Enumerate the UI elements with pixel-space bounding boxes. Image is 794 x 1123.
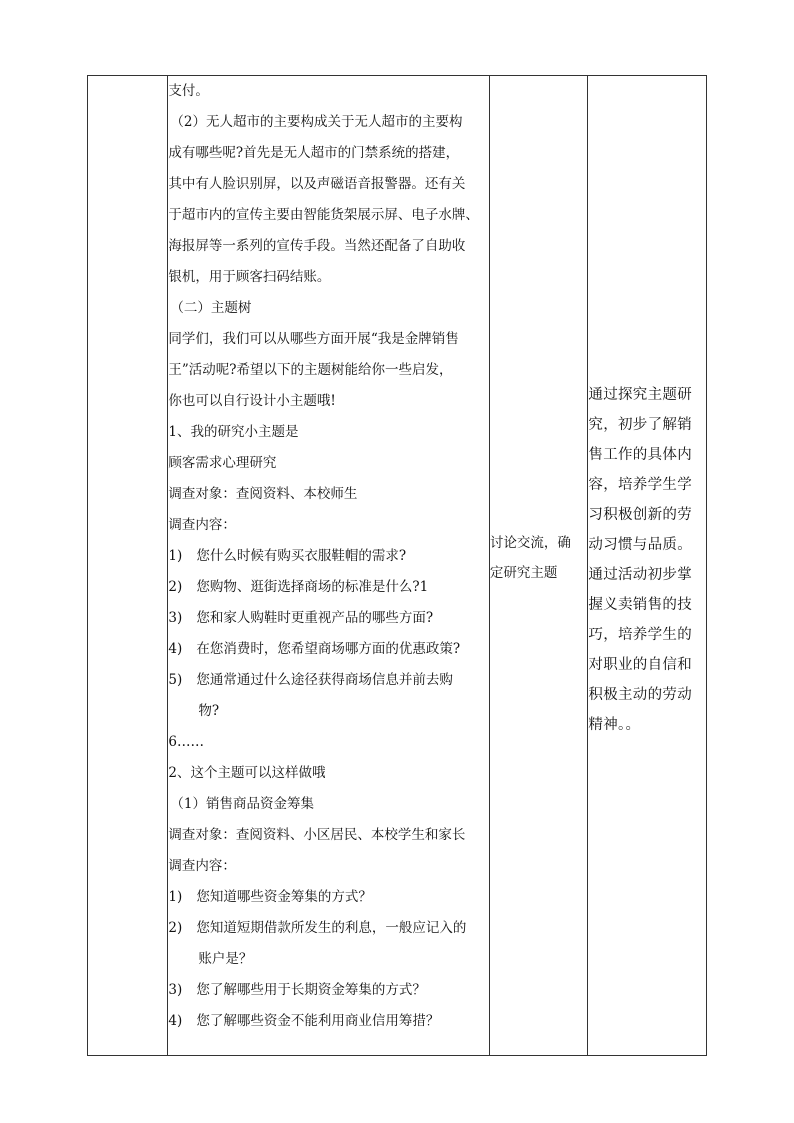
content-line (168, 975, 489, 1006)
intent-line: 对职业的自信和 (588, 656, 692, 673)
intent-line: 通过探究主题研 (588, 386, 692, 403)
content-line (168, 541, 489, 572)
content-line (168, 572, 489, 603)
content-line: 你也可以自行设计小主题哦! (168, 393, 336, 409)
student-activity-text (490, 528, 587, 588)
content-line (168, 603, 489, 634)
intent-line: 习积极创新的劳 (588, 506, 692, 523)
intent-line: 精神。。 (588, 716, 641, 733)
list-number: 3) (168, 610, 183, 626)
teaching-content-cell (168, 76, 490, 1056)
intent-line: 积极主动的劳动 (588, 686, 692, 703)
content-line: 海报屏等一系列的宣传手段。当然还配备了自助收 (168, 238, 466, 254)
content-line (168, 1006, 489, 1037)
content-line: 调查内容： (168, 517, 236, 533)
list-number: 1) (168, 889, 183, 905)
list-number: 1) (168, 548, 183, 564)
list-item-text: 您了解哪些用于长期资金筹集的方式？ (196, 982, 426, 998)
list-number: 2) (168, 579, 183, 595)
design-intent-cell (588, 76, 707, 1056)
intent-line: 通过活动初步掌 (588, 566, 692, 583)
design-intent-text (588, 380, 706, 740)
intent-line: 售工作的具体内 (588, 446, 692, 463)
list-item-text: 您通常通过什么途径获得商场信息并前去购 (196, 672, 453, 688)
intent-line: 握义卖销售的技 (588, 596, 692, 613)
list-item-text: 您购物、逛街选择商场的标准是什么?1 (196, 579, 429, 595)
content-line: 王”活动呢?希望以下的主题树能给你一些启发， (168, 362, 453, 378)
content-line: 其中有人脸识别屏，以及声磁语音报警器。还有关 (168, 176, 466, 192)
teaching-content-text (168, 76, 489, 1037)
activity-line: 定研究主题 (489, 564, 558, 581)
content-line: 于超市内的宣传主要由智能货架展示屏、电子水牌、 (168, 207, 479, 223)
list-number: 3) (168, 982, 183, 998)
content-line: 账户是？ (198, 951, 253, 967)
content-line: 成有哪些呢?首先是无人超市的门禁系统的搭建， (168, 145, 460, 161)
content-line (168, 913, 489, 944)
list-item-text: 您和家人购鞋时更重视产品的哪些方面? (196, 610, 434, 626)
list-item-text: 您知道短期借款所发生的利息，一般应记入的 (196, 920, 467, 936)
lesson-plan-table (87, 75, 707, 1056)
intent-line: 巧，培养学生的 (588, 626, 692, 643)
content-line: 银机，用于顾客扫码结账。 (168, 269, 331, 285)
list-number: 4) (168, 1013, 183, 1029)
list-number: 5) (168, 672, 183, 688)
content-line: 调查对象：查阅资料、小区居民、本校学生和家长 (168, 827, 466, 843)
content-line: 1、我的研究小主题是 (168, 424, 299, 440)
list-item-text: 您了解哪些资金不能利用商业信用筹措？ (196, 1013, 440, 1029)
list-item-text: 您知道哪些资金筹集的方式？ (196, 889, 372, 905)
content-line: 2、这个主题可以这样做哦 (168, 765, 326, 781)
activity-line: 讨论交流，确 (489, 534, 571, 551)
content-line (168, 665, 489, 696)
content-line (168, 634, 489, 665)
intent-line: 容，培养学生学 (588, 476, 692, 493)
content-line: 支付。 (168, 83, 209, 99)
content-line: （二）主题树 (170, 300, 252, 316)
list-number: 4) (168, 641, 183, 657)
content-line (168, 882, 489, 913)
content-line: 物? (198, 703, 220, 719)
content-line: （2）无人超市的主要构成关于无人超市的主要构 (170, 114, 463, 130)
student-activity-cell (489, 76, 587, 1056)
content-line: 调查内容： (168, 858, 236, 874)
content-line: （1）销售商品资金筹集 (170, 796, 314, 812)
list-number: 2) (168, 920, 183, 936)
content-line: 顾客需求心理研究 (168, 455, 277, 471)
content-line: 同学们，我们可以从哪些方面开展“我是金牌销售 (168, 331, 459, 347)
table-row (88, 76, 707, 1056)
list-item-text: 您什么时候有购买衣服鞋帽的需求? (196, 548, 407, 564)
empty-left-cell (88, 76, 168, 1056)
intent-line: 究，初步了解销 (588, 416, 692, 433)
content-line: 6…… (168, 734, 204, 750)
intent-line: 动习惯与品质。 (588, 536, 692, 553)
list-item-text: 在您消费时，您希望商场哪方面的优惠政策? (196, 641, 461, 657)
content-line: 调查对象：查阅资料、本校师生 (168, 486, 358, 502)
